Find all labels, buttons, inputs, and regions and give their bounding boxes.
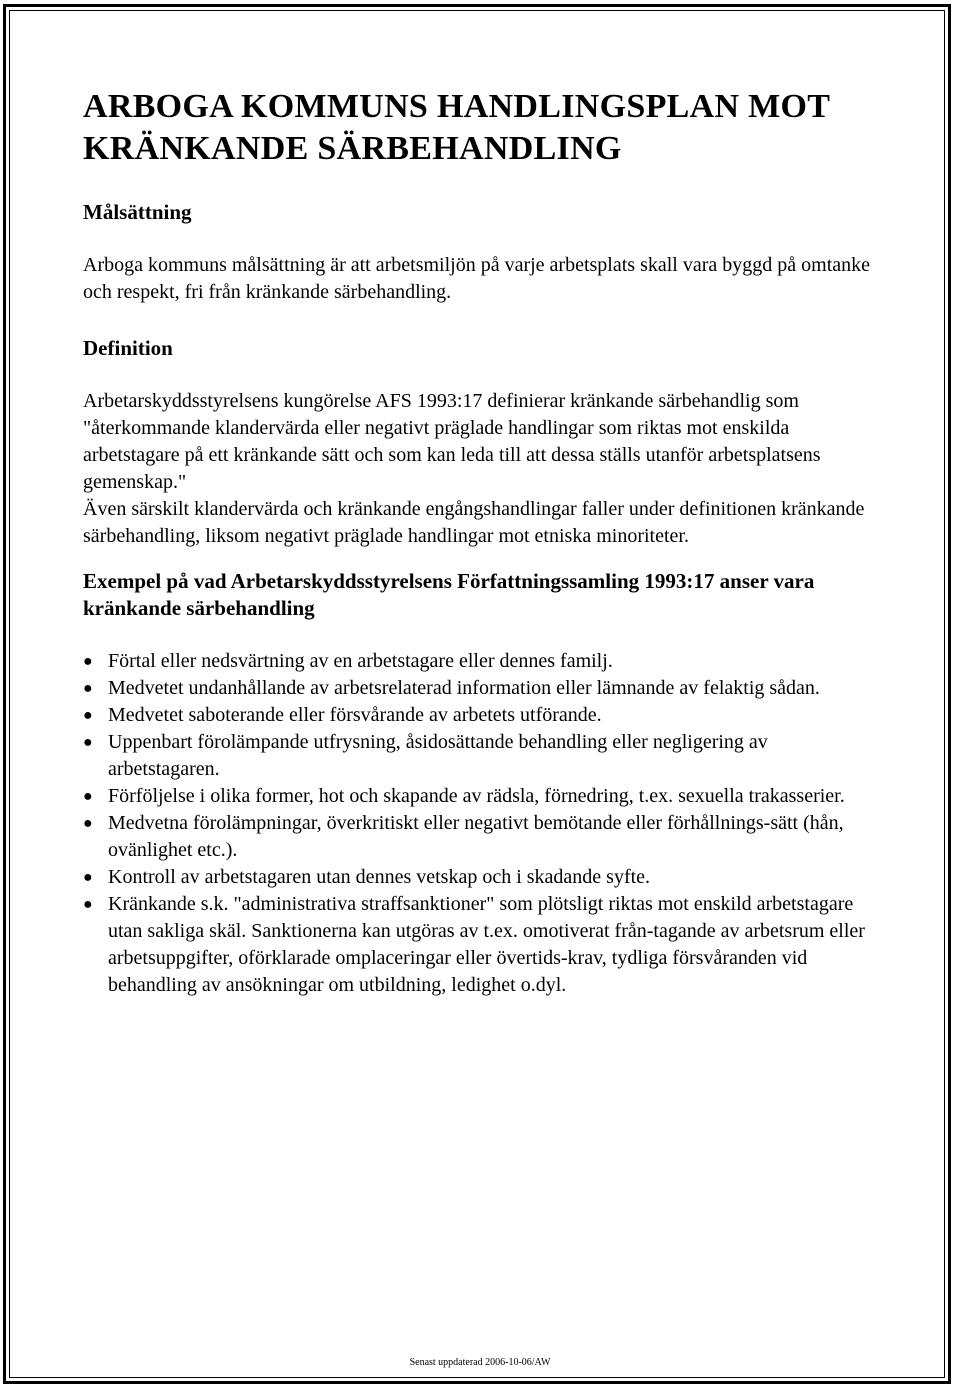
definition-paragraph-2: Även särskilt klandervärda och kränkande engångshandlingar faller under definitionen kränkande särbehandling, liksom negativt präglade handlingar mot etniska minoriteter. xyxy=(83,498,865,547)
list-item xyxy=(83,702,883,729)
bullet-icon: ● xyxy=(83,680,93,697)
title-line-1: ARBOGA KOMMUNS HANDLINGSPLAN MOT xyxy=(83,88,831,125)
list-item xyxy=(83,783,883,810)
list-item-text: Medvetna förolämpningar, överkritiskt eller negativt bemötande eller förhållnings-sätt (hån, ovänlighet etc.). xyxy=(108,812,844,861)
title-line-2: KRÄNKANDE SÄRBEHANDLING xyxy=(83,130,622,167)
bullet-icon: ● xyxy=(83,788,93,805)
footer-updated: Senast uppdaterad 2006-10-06/AW xyxy=(409,1357,551,1368)
bullet-icon: ● xyxy=(83,869,93,886)
list-item-text: Förtal eller nedsvärtning av en arbetstagare eller dennes familj. xyxy=(108,650,613,672)
heading-malsattning: Målsättning xyxy=(83,200,192,224)
list-item xyxy=(83,810,883,864)
list-item xyxy=(83,729,883,783)
list-item xyxy=(83,864,883,891)
document-title xyxy=(83,86,883,170)
list-item-text: Kränkande s.k. "administrativa straffsanktioner" som plötsligt riktas mot enskild arbetstagare utan sakliga skäl. Sanktionerna kan utgöras av t.ex. omotiverat från-tagande av arbetsrum eller arbetsuppgifter, oförklarade omplaceringar eller övertids-krav, tydliga försvåranden vid behandling av ansökningar om utbildning, ledighet o.dyl. xyxy=(108,893,865,996)
list-item-text: Förföljelse i olika former, hot och skapande av rädsla, förnedring, t.ex. sexuella trakasserier. xyxy=(108,785,845,807)
document-body xyxy=(83,86,883,999)
list-item xyxy=(83,891,883,999)
bullet-icon: ● xyxy=(83,734,93,751)
heading-exempel: Exempel på vad Arbetarskyddsstyrelsens Författningssamling 1993:17 anser vara kränkande särbehandling xyxy=(83,569,815,620)
bullet-icon: ● xyxy=(83,896,93,913)
list-item-text: Medvetet saboterande eller försvårande av arbetets utförande. xyxy=(108,704,602,726)
bullet-icon: ● xyxy=(83,815,93,832)
bullet-icon: ● xyxy=(83,653,93,670)
list-item-text: Uppenbart förolämpande utfrysning, åsidosättande behandling eller negligering av arbetstagaren. xyxy=(108,731,768,780)
list-item-text: Kontroll av arbetstagaren utan dennes vetskap och i skadande syfte. xyxy=(108,866,651,888)
list-item-text: Medvetet undanhållande av arbetsrelaterad information eller lämnande av felaktig sådan. xyxy=(108,677,820,699)
definition-paragraph-1: Arbetarskyddsstyrelsens kungörelse AFS 1993:17 definierar kränkande särbehandlig som "återkommande klandervärda eller negativt präglade handlingar som riktas mot enskilda arbetstagare på ett kränkande sätt och som kan leda till att dessa ställs utanför arbetsplatsens gemenskap." xyxy=(83,390,821,493)
exempel-list xyxy=(83,648,883,999)
heading-definition: Definition xyxy=(83,336,173,360)
bullet-icon: ● xyxy=(83,707,93,724)
malsattning-text: Arboga kommuns målsättning är att arbetsmiljön på varje arbetsplats skall vara byggd på omtanke och respekt, fri från kränkande särbehandling. xyxy=(83,254,871,303)
list-item xyxy=(83,675,883,702)
list-item xyxy=(83,648,883,675)
